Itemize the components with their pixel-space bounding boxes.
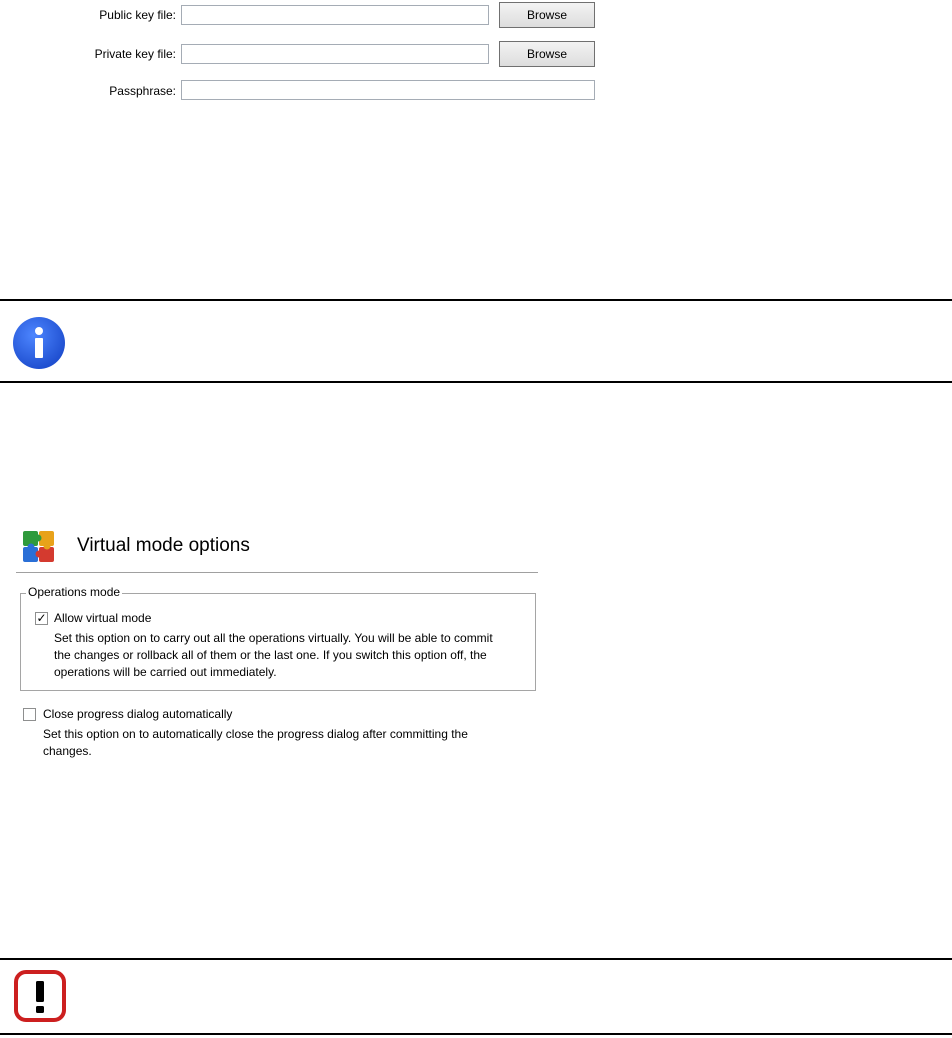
close-progress-desc-line-1: Set this option on to automatically close the progress dialog after committing the (43, 727, 468, 741)
warning-icon (13, 969, 67, 1023)
allow-virtual-desc-line-1: Set this option on to carry out all the operations virtually. You will be able to commit (54, 631, 493, 645)
public-key-label: Public key file: (99, 8, 176, 22)
close-progress-checkbox[interactable] (23, 708, 36, 721)
close-progress-description (43, 726, 468, 760)
allow-virtual-desc-line-3: operations will be carried out immediately. (54, 665, 277, 679)
operations-mode-legend: Operations mode (28, 585, 121, 599)
close-progress-desc-line-2: changes. (43, 744, 92, 758)
title-separator (16, 572, 538, 573)
info-icon (12, 316, 66, 370)
info-note-top-rule (0, 299, 952, 301)
browse-private-key-button[interactable]: Browse (499, 41, 595, 67)
browse-public-key-button[interactable]: Browse (499, 2, 595, 28)
private-key-input[interactable] (181, 44, 489, 64)
public-key-input[interactable] (181, 5, 489, 25)
info-note-bottom-rule (0, 381, 952, 383)
warning-note-bottom-rule (0, 1033, 952, 1035)
private-key-label: Private key file: (94, 47, 176, 61)
close-progress-label[interactable]: Close progress dialog automatically (43, 707, 233, 721)
puzzle-icon (20, 527, 58, 565)
allow-virtual-mode-label[interactable]: Allow virtual mode (54, 611, 152, 625)
allow-virtual-mode-checkbox[interactable]: ✓ (36, 611, 47, 625)
passphrase-label: Passphrase: (109, 84, 176, 98)
allow-virtual-desc-line-2: the changes or rollback all of them or the last one. If you switch this option off, the (54, 648, 487, 662)
allow-virtual-mode-description (54, 630, 493, 681)
panel-title: Virtual mode options (77, 535, 250, 556)
passphrase-input[interactable] (181, 80, 595, 100)
warning-note-top-rule (0, 958, 952, 960)
